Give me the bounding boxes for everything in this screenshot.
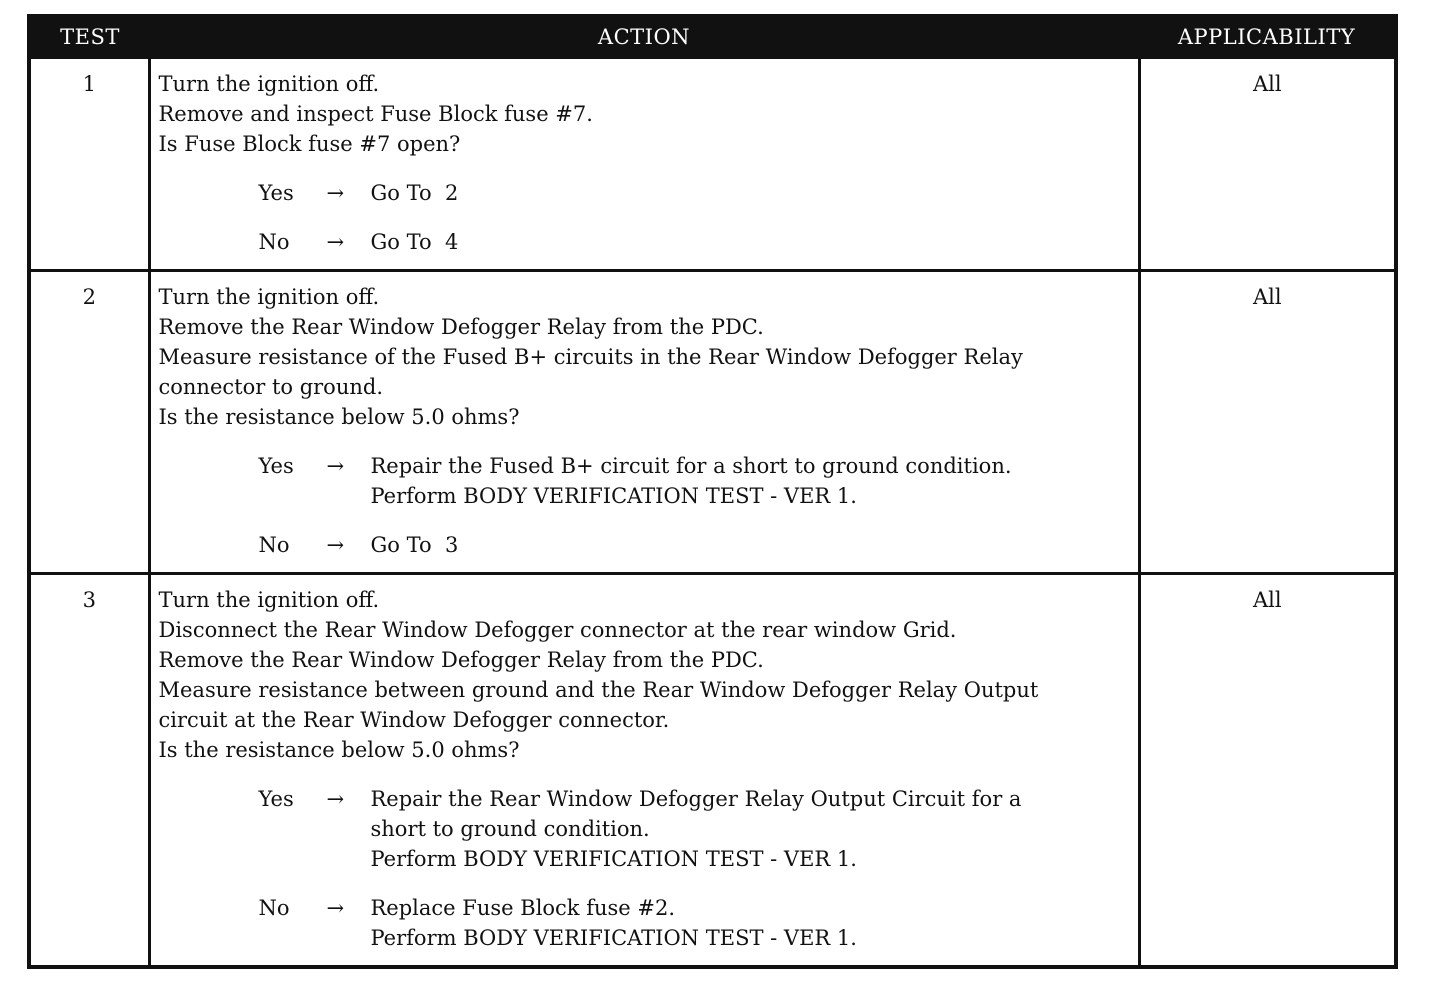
yes-result xyxy=(159,784,1130,874)
right-arrow-icon: → xyxy=(326,533,345,557)
right-arrow-icon: → xyxy=(326,181,345,205)
yes-result xyxy=(159,178,1130,208)
action-step: Turn the ignition off. xyxy=(158,285,380,309)
action-step: Is Fuse Block fuse #7 open? xyxy=(158,132,461,156)
no-instruction: Replace Fuse Block fuse #2. xyxy=(370,896,676,920)
yes-label: Yes xyxy=(258,787,294,811)
action-cell xyxy=(149,58,1139,271)
applicability-value: All xyxy=(1139,58,1396,271)
no-result xyxy=(159,893,1130,953)
header-action: ACTION xyxy=(149,16,1139,58)
applicability-value: All xyxy=(1139,574,1396,968)
no-label: No xyxy=(258,230,290,254)
right-arrow-icon: → xyxy=(326,230,345,254)
no-instruction: Go To 4 xyxy=(370,230,459,254)
header-test: TEST xyxy=(29,16,149,58)
right-arrow-icon: → xyxy=(326,787,345,811)
table-row xyxy=(29,58,1396,271)
action-step: Remove and inspect Fuse Block fuse #7. xyxy=(158,102,593,126)
action-step: Is the resistance below 5.0 ohms? xyxy=(158,738,520,762)
yes-instruction: Repair the Rear Window Defogger Relay Output Circuit for a xyxy=(370,787,1022,811)
no-result xyxy=(159,530,1130,560)
table-header-row xyxy=(29,16,1396,58)
right-arrow-icon: → xyxy=(326,454,345,478)
action-step: circuit at the Rear Window Defogger connector. xyxy=(158,708,670,732)
yes-instruction: Perform BODY VERIFICATION TEST - VER 1. xyxy=(370,847,857,871)
no-label: No xyxy=(258,896,290,920)
yes-label: Yes xyxy=(258,181,294,205)
test-number: 2 xyxy=(29,271,149,574)
action-step: Remove the Rear Window Defogger Relay from the PDC. xyxy=(158,648,764,672)
header-applicability: APPLICABILITY xyxy=(1139,16,1396,58)
yes-instruction: Go To 2 xyxy=(370,181,459,205)
action-step: Turn the ignition off. xyxy=(158,72,380,96)
table-row xyxy=(29,574,1396,968)
action-step: connector to ground. xyxy=(158,375,383,399)
no-label: No xyxy=(258,533,290,557)
test-number: 3 xyxy=(29,574,149,968)
yes-label: Yes xyxy=(258,454,294,478)
applicability-value: All xyxy=(1139,271,1396,574)
no-instruction: Go To 3 xyxy=(370,533,459,557)
action-step: Measure resistance of the Fused B+ circuits in the Rear Window Defogger Relay xyxy=(158,345,1023,369)
yes-instruction: Perform BODY VERIFICATION TEST - VER 1. xyxy=(370,484,857,508)
action-cell xyxy=(149,574,1139,968)
yes-instruction: short to ground condition. xyxy=(370,817,650,841)
action-step: Disconnect the Rear Window Defogger connector at the rear window Grid. xyxy=(158,618,957,642)
action-step: Is the resistance below 5.0 ohms? xyxy=(158,405,520,429)
no-instruction: Perform BODY VERIFICATION TEST - VER 1. xyxy=(370,926,857,950)
no-result xyxy=(159,227,1130,257)
action-step: Remove the Rear Window Defogger Relay from the PDC. xyxy=(158,315,764,339)
action-step: Turn the ignition off. xyxy=(158,588,380,612)
right-arrow-icon: → xyxy=(326,896,345,920)
diagnostic-test-table xyxy=(27,14,1398,969)
action-cell xyxy=(149,271,1139,574)
test-number: 1 xyxy=(29,58,149,271)
yes-result xyxy=(159,451,1130,511)
action-step: Measure resistance between ground and the Rear Window Defogger Relay Output xyxy=(158,678,1039,702)
table-row xyxy=(29,271,1396,574)
yes-instruction: Repair the Fused B+ circuit for a short to ground condition. xyxy=(370,454,1012,478)
